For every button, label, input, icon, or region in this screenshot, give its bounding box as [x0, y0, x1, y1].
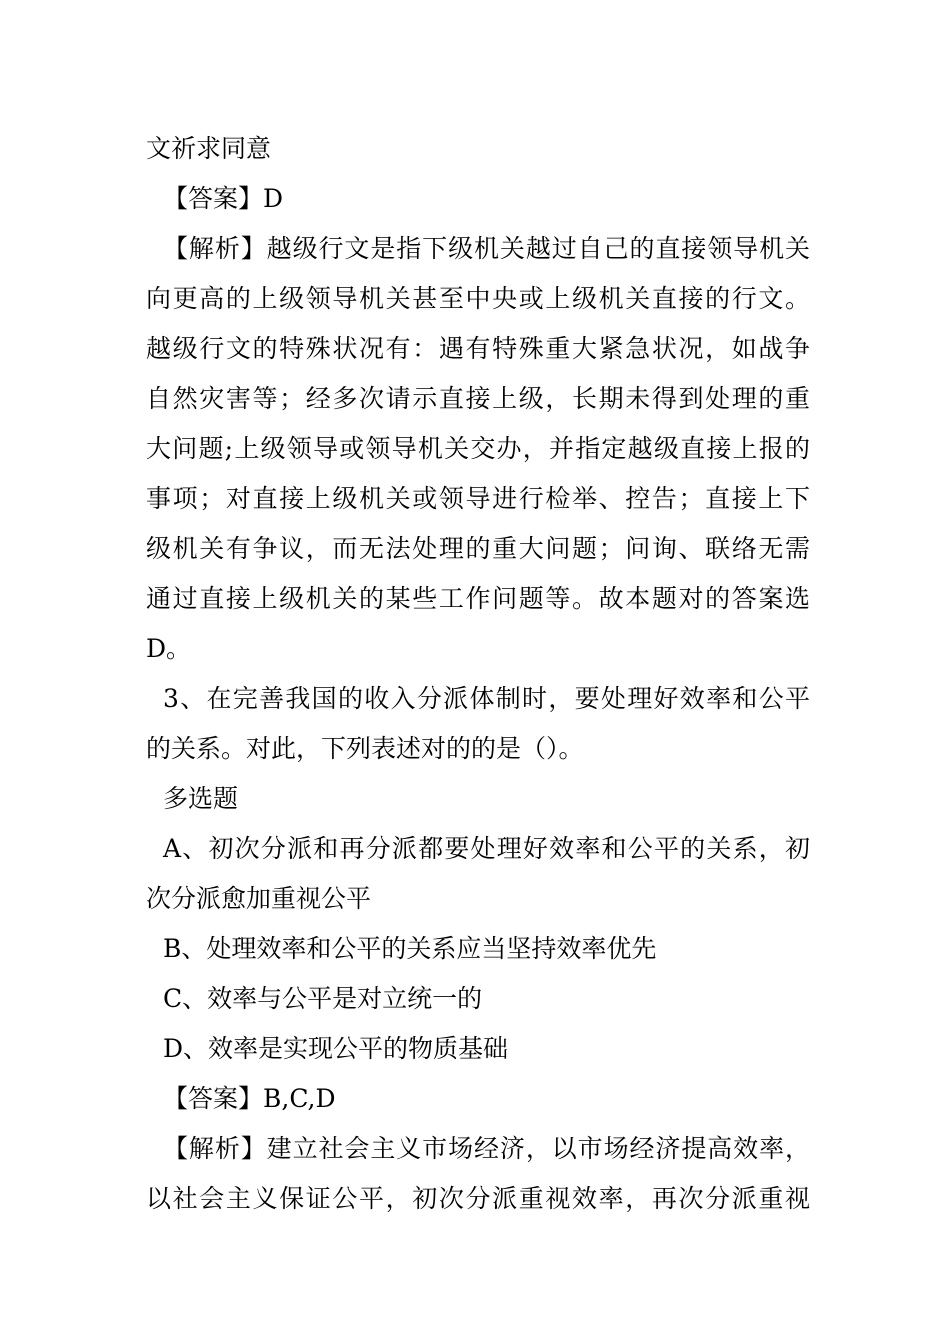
option-a: 次分派愈加重视公平	[146, 884, 372, 913]
option-b: B、处理效率和公平的关系应当坚持效率优先	[163, 934, 657, 963]
answer-line-q3: 【答案】B,C,D	[163, 1084, 336, 1113]
analysis-line-q2: 向更高的上级领导机关甚至中央或上级机关直接的行文。	[146, 284, 810, 313]
option-d: D、效率是实现公平的物质基础	[163, 1034, 509, 1063]
option-c: C、效率与公平是对立统一的	[163, 984, 483, 1013]
document-body	[146, 124, 810, 1224]
analysis-line-q2: 级机关有争议，而无法处理的重大问题；问询、联络无需	[146, 534, 810, 563]
analysis-line-q2: 事项；对直接上级机关或领导进行检举、控告；直接上下	[146, 484, 810, 513]
analysis-line-q2: 通过直接上级机关的某些工作问题等。故本题对的答案选	[146, 584, 810, 613]
analysis-line-q2: 大问题;上级领导或领导机关交办，并指定越级直接上报的	[146, 434, 810, 463]
text-line-prev-option-end: 文祈求同意	[146, 134, 272, 163]
question-type-label: 多选题	[163, 784, 239, 813]
analysis-line-q2: 自然灾害等；经多次请示直接上级，长期未得到处理的重	[146, 384, 810, 413]
answer-line-q2: 【答案】D	[163, 184, 284, 213]
analysis-line-q2: 越级行文的特殊状况有：遇有特殊重大紧急状况，如战争	[146, 334, 810, 363]
question-3-stem: 3、在完善我国的收入分派体制时，要处理好效率和公平	[163, 684, 810, 713]
analysis-line-q2: 【解析】越级行文是指下级机关越过自己的直接领导机关	[163, 234, 810, 263]
analysis-line-q2: D。	[146, 634, 192, 663]
question-3-stem: 的关系。对此，下列表述对的的是（）。	[146, 734, 584, 763]
analysis-line-q3: 以社会主义保证公平，初次分派重视效率，再次分派重视	[146, 1184, 810, 1213]
analysis-line-q3: 【解析】建立社会主义市场经济，以市场经济提高效率，	[163, 1134, 810, 1163]
option-a: A、初次分派和再分派都要处理好效率和公平的关系，初	[163, 834, 810, 863]
